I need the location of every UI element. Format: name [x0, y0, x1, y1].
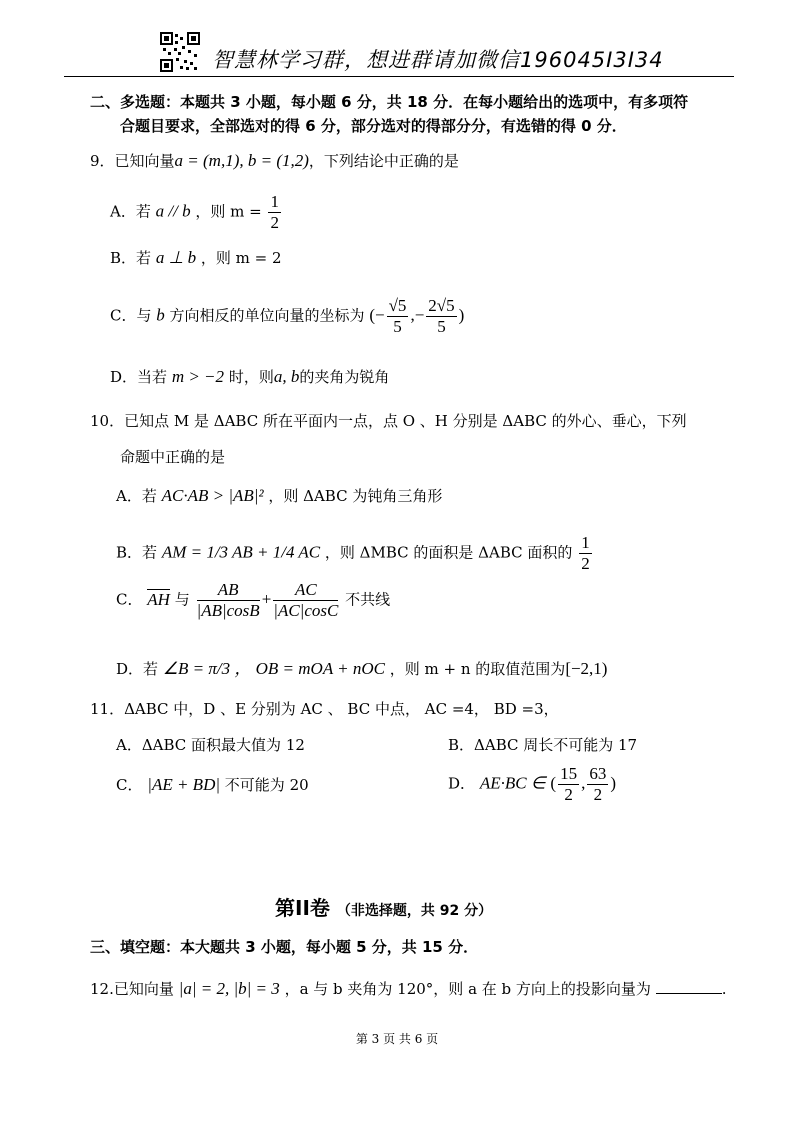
q9-stem-suffix: ，下列结论中正确的是 [308, 152, 459, 170]
q10-c-with: 与 [174, 590, 190, 609]
q10-c-math: AH [147, 589, 170, 609]
qr-code-icon [160, 32, 200, 72]
q11-d-label: D． [448, 774, 476, 793]
q10-option-d [116, 654, 607, 679]
q10-stem-line2: 命题中正确的是 [120, 448, 226, 466]
section3-heading: 三、填空题：本大题共 3 小题，每小题 5 分，共 15 分． [90, 938, 479, 956]
part2-title: 第II卷 [275, 896, 330, 920]
q9-option-a [110, 192, 283, 233]
q10-c-frac2-n: AC [273, 580, 338, 601]
q11-d-n1: 15 [560, 764, 578, 783]
q9-a-num: 1 [270, 192, 279, 211]
q9-c-label: C．与 [110, 306, 152, 325]
q10-b-label: B．若 [116, 543, 158, 562]
q10-c-frac1-n: AB [197, 580, 260, 601]
q12-prefix: 12.已知向量 [90, 980, 174, 998]
q12-math: |a| = 2, |b| = 3 [178, 979, 280, 998]
q9-option-c: C．与 b 方向相反的单位向量的坐标为 (− $\frac{√5}{5}$ ,− $\frac{2√5}{5}$ ) [110, 296, 465, 336]
q10-d-text: ，则 m + n 的取值范围为 [389, 660, 566, 678]
q10-c-text: 不共线 [345, 590, 391, 609]
q10-b-math: AM = 1/3 AB + 1/4 AC [161, 542, 321, 562]
header-title: 智慧林学习群，想进群请加微信196045I3I34 [212, 48, 664, 72]
q11-d-d2: 2 [593, 785, 603, 804]
q12-mid: ，a 与 b 夹角为 120°，则 a 在 b 方向上的投影向量为 [284, 980, 651, 998]
q11-c-math: |AE + BD| [147, 775, 221, 794]
q10-d-math: ∠B = π/3 ， OB = mOA + nOC [162, 659, 385, 678]
q10-stem-line1: 10．已知点 M 是 ΔABC 所在平面内一点，点 O 、H 分别是 ΔABC 的外心、垂心，下列 [90, 412, 687, 430]
part2-subtitle: （非选择题，共 92 分） [336, 903, 493, 919]
q11-option-a: A．ΔABC 面积最大值为 12 [116, 736, 305, 754]
q10-option-b [116, 533, 594, 574]
q9-a-label: A．若 [110, 202, 151, 221]
section2-line2: 合题目要求，全部选对的得 6 分，部分选对的得部分分，有选错的得 0 分． [120, 117, 627, 135]
q10-d-range: [−2,1) [565, 659, 608, 678]
q10-c-frac2-d: |AC|cosC [273, 601, 339, 620]
q10-a-math: AC·AB > |AB|² [161, 486, 264, 505]
q9-b-math: a ⊥ b [155, 248, 197, 267]
q10-a-label: A．若 [116, 487, 157, 505]
q11-option-c [116, 774, 309, 795]
q11-option-d: D． AE·BC ∈ ( $\frac{15}{2}$ , $\frac{63}{2}$ ) [448, 764, 616, 804]
q9-c-n2: 2√5 [428, 296, 455, 315]
q9-stem-math: a = (m,1), b = (1,2) [174, 151, 309, 170]
q9-c-n1: √5 [388, 296, 407, 315]
q10-a-text: ，则 ΔABC 为钝角三角形 [268, 487, 443, 505]
page-footer: 第 3 页 共 6 页 [355, 1032, 439, 1046]
q9-stem-prefix: 9．已知向量 [90, 152, 175, 170]
q9-a-then: ，则 m = [195, 202, 262, 221]
q10-option-c: C． AH 与 $\frac{AB}{|AB|\cos B}$ + $\frac{AC}{|AC|\cos C}$ 不共线 [116, 580, 391, 620]
q9-d-text2: 的夹角为锐角 [299, 368, 390, 386]
q11-c-label: C． [116, 776, 143, 794]
q11-c-text: 不可能为 20 [224, 776, 309, 794]
q10-b-den: 2 [581, 554, 590, 573]
q9-option-b [110, 247, 282, 268]
q9-c-text: 方向相反的单位向量的坐标为 [169, 306, 365, 325]
q12-end: . [721, 980, 727, 998]
q9-d-vecs: a, b [273, 367, 300, 386]
section2-line1: 二、多选题：本题共 3 小题，每小题 6 分，共 18 分．在每小题给出的选项中，有多项符 [90, 93, 689, 111]
q9-option-d [110, 366, 389, 387]
q11-stem: 11．ΔABC 中，D 、E 分别为 AC 、 BC 中点， AC =4， BD =3， [90, 700, 559, 718]
header-divider [64, 76, 734, 77]
q12-answer-blank[interactable] [656, 979, 722, 994]
q9-b-label: B．若 [110, 249, 152, 267]
q9-a-den: 2 [270, 213, 279, 232]
q9-d-label: D．当若 [110, 368, 168, 386]
q9-stem [90, 150, 459, 171]
q10-b-num: 1 [581, 533, 590, 552]
q9-c-d1: 5 [393, 317, 402, 336]
q11-option-b: B．ΔABC 周长不可能为 17 [448, 736, 638, 754]
q11-d-n2: 63 [589, 764, 607, 783]
q9-d-text1: 时，则 [228, 368, 274, 386]
q11-d-d1: 2 [564, 785, 573, 804]
q11-d-math: AE·BC ∈ [479, 773, 546, 793]
q9-b-then: ，则 m = 2 [200, 249, 282, 267]
q10-option-a [116, 485, 442, 506]
q12 [90, 978, 727, 999]
part2-heading [275, 892, 492, 921]
q10-b-text: ，则 ΔMBC 的面积是 ΔABC 面积的 [324, 543, 573, 562]
q9-d-cond: m > −2 [171, 367, 225, 386]
q10-c-frac1-d: |AB|cosB [196, 601, 260, 620]
q10-d-label: D．若 [116, 660, 159, 678]
q9-a-math: a // b [155, 201, 191, 221]
q10-c-label: C． [116, 590, 143, 609]
q9-c-d2: 5 [437, 317, 446, 336]
